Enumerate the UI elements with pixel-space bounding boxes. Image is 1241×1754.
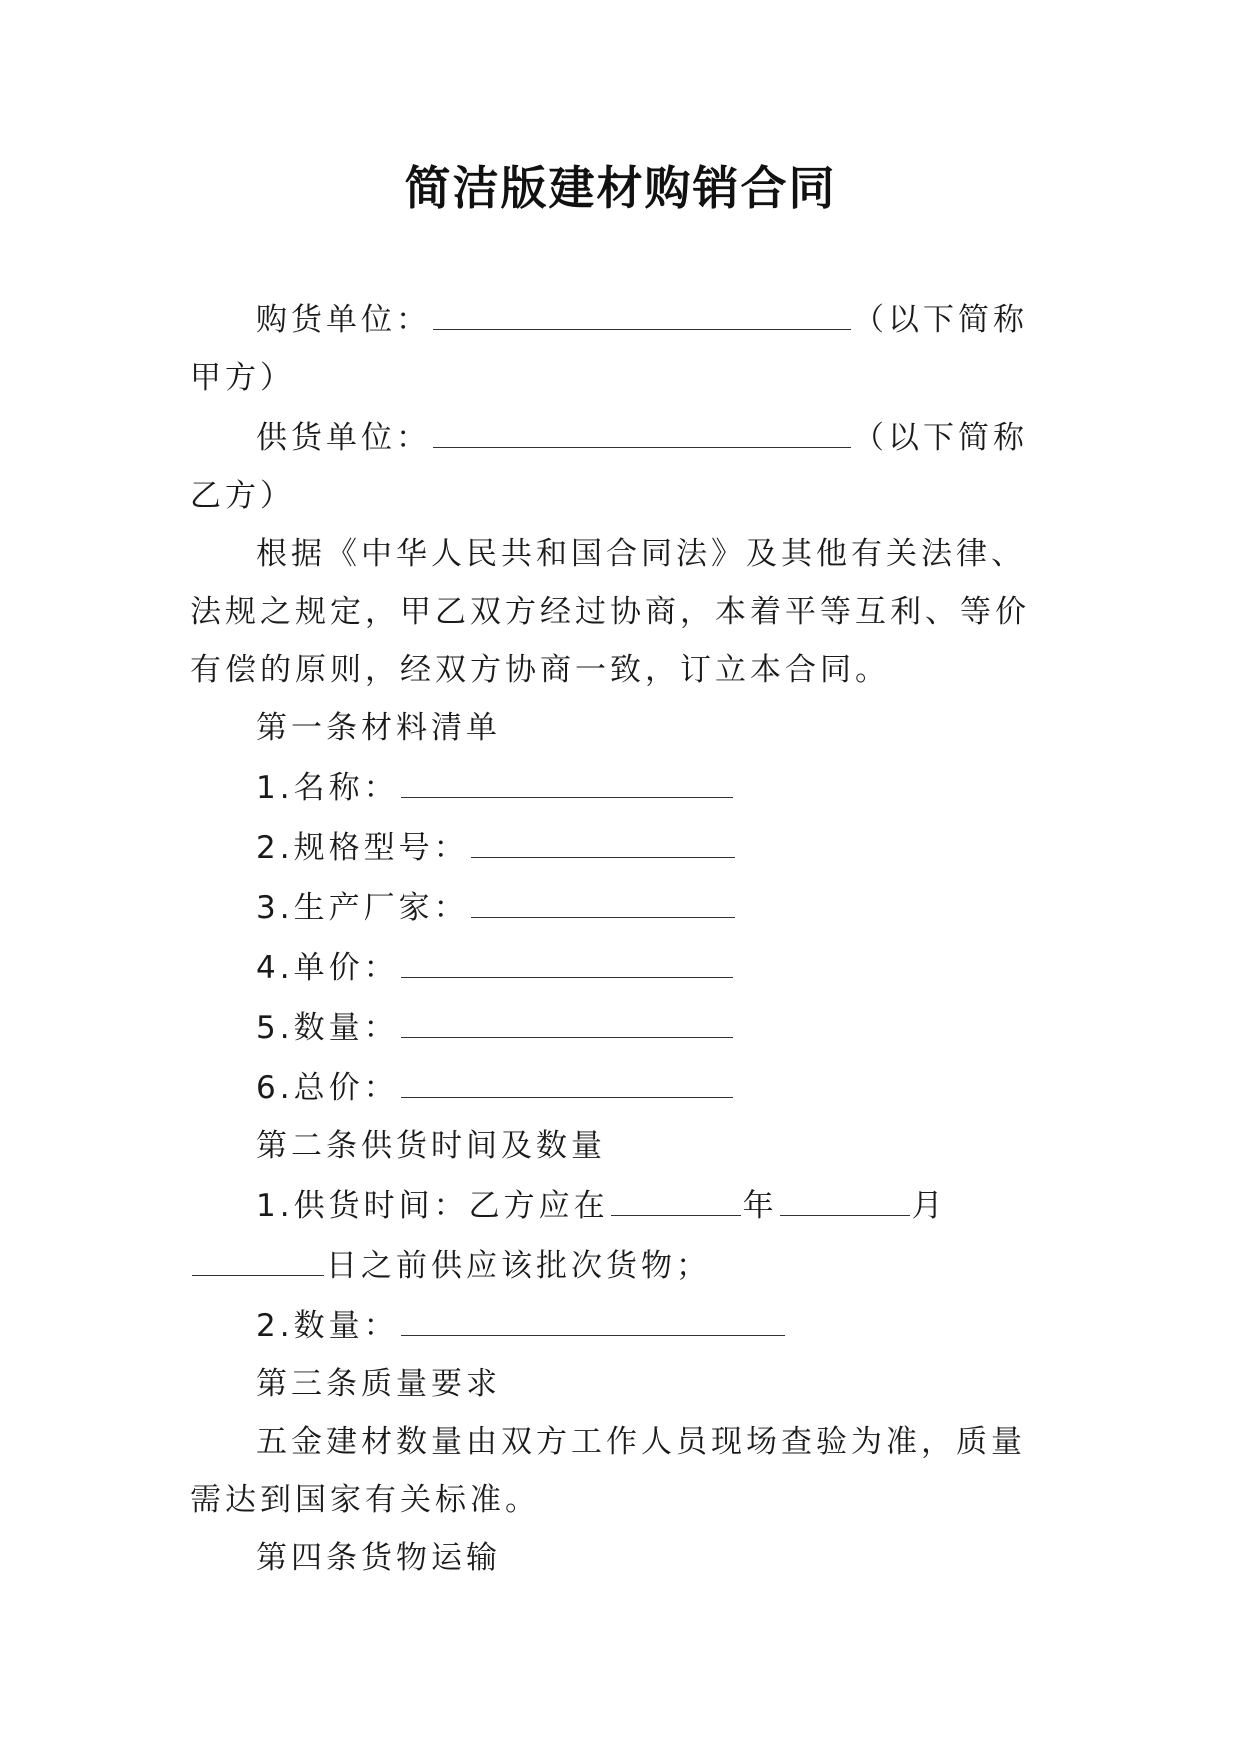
item-maker-blank[interactable] [471,877,735,918]
page-title: 简洁版建材购销合同 [404,161,837,215]
item-price-blank[interactable] [401,937,733,978]
article1-item [190,757,1050,817]
buyer-blank[interactable] [433,289,851,330]
article3-heading: 第三条质量要求 [256,1366,501,1402]
item-qty-blank[interactable] [401,997,733,1038]
item-total-blank[interactable] [401,1057,733,1098]
buyer-suffix: （以下简称甲方） [190,302,1028,396]
article2-heading: 第二条供货时间及数量 [256,1128,606,1164]
supply-quantity-label: 2.数量： [256,1308,399,1344]
item-maker-label: 3.生产厂家： [256,890,469,926]
article4-heading: 第四条货物运输 [256,1540,501,1576]
item-spec-label: 2.规格型号： [256,830,469,866]
buyer-label: 购货单位： [256,302,431,338]
article1-item [190,817,1050,877]
year-label: 年 [742,1188,778,1224]
item-name-label: 1.名称： [256,770,399,806]
year-blank[interactable] [611,1175,741,1216]
item-name-blank[interactable] [401,757,733,798]
day-blank[interactable] [192,1235,324,1276]
supply-quantity-line [190,1295,1050,1355]
article3-text: 五金建材数量由双方工作人员现场查验为准，质量需达到国家有关标准。 [190,1424,1026,1518]
article1-item [190,1057,1050,1117]
supply-quantity-blank[interactable] [401,1295,785,1336]
supplier-label: 供货单位： [256,420,431,456]
article1-item [190,997,1050,1057]
month-blank[interactable] [780,1175,910,1216]
contract-body [190,289,1050,1587]
buyer-line [190,289,1050,407]
preamble-paragraph: 根据《中华人民共和国合同法》及其他有关法律、法规之规定，甲乙双方经过协商，本着平等互利、等价有偿的原则，经双方协商一致，订立本合同。 [190,536,1030,688]
item-price-label: 4.单价： [256,950,399,986]
supplier-line [190,407,1050,525]
supplier-blank[interactable] [433,407,851,448]
article1-heading: 第一条材料清单 [256,710,501,746]
month-label: 月 [911,1188,947,1224]
supplier-suffix: （以下简称乙方） [190,420,1028,514]
article1-item [190,937,1050,997]
supply-time-prefix: 1.供货时间：乙方应在 [256,1188,609,1224]
supply-time-line [190,1175,1050,1295]
article1-item [190,877,1050,937]
item-spec-blank[interactable] [471,817,735,858]
item-total-label: 6.总价： [256,1070,399,1106]
supply-time-suffix: 日之前供应该批次货物； [326,1248,711,1284]
item-qty-label: 5.数量： [256,1010,399,1046]
